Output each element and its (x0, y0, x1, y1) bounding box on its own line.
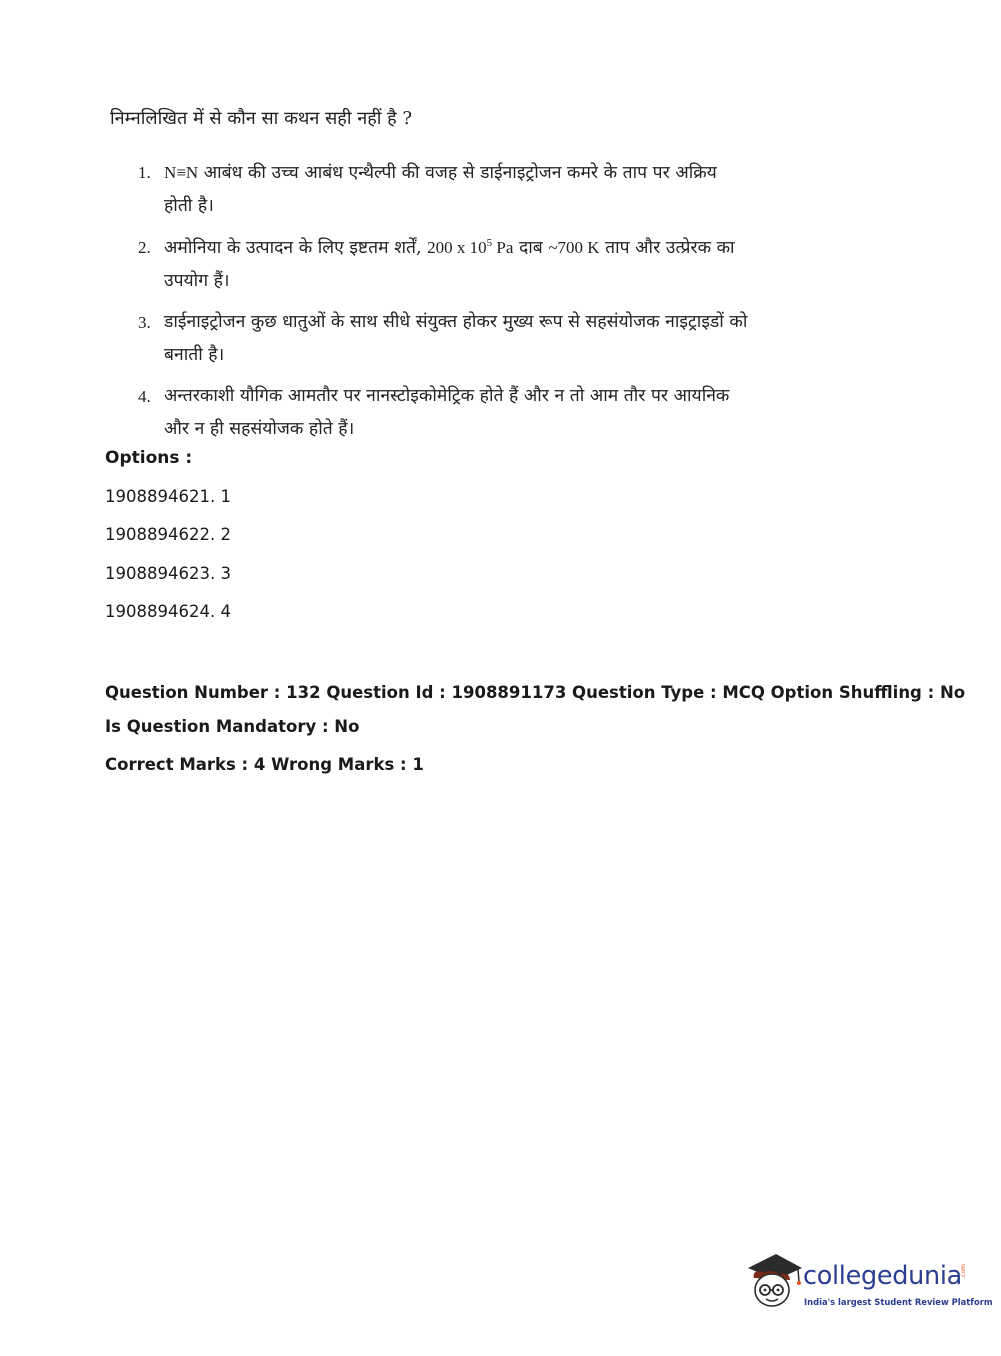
statement-number: 3. (138, 313, 151, 332)
question-stem: निम्नलिखित में से कौन सा कथन सही नहीं है ? (110, 108, 413, 129)
statement-item (110, 306, 750, 372)
mascot-icon (742, 1250, 804, 1312)
option-item: 1908894622. 2 (105, 525, 231, 545)
statement-item (110, 156, 750, 223)
statement-number: 2. (138, 238, 151, 257)
statement-item (110, 380, 750, 446)
statement-formula: N≡N (164, 163, 199, 182)
option-item: 1908894624. 4 (105, 601, 231, 621)
statement-number: 4. (138, 387, 151, 406)
question-block (110, 104, 750, 454)
statement-list (110, 156, 750, 446)
statement-text: ताप और उत्प्रेरक का उपयोग हैं। (164, 238, 735, 291)
question-mandatory-line: Is Question Mandatory : No (105, 717, 360, 736)
option-item: 1908894623. 3 (105, 563, 231, 583)
statement-formula: ~700 K (548, 238, 600, 257)
marks-line: Correct Marks : 4 Wrong Marks : 1 (105, 755, 424, 774)
statement-number: 1. (138, 163, 151, 182)
statement-item (110, 231, 750, 298)
statement-text: अन्तरकाशी यौगिक आमतौर पर नानस्टोइकोमेट्रिक होते हैं और न तो आम तौर पर आयनिक और न ही सहसंयोजक होते हैं। (164, 386, 730, 439)
option-item: 1908894621. 1 (105, 487, 231, 506)
logo-tagline: India's largest Student Review Platform (804, 1297, 993, 1307)
question-meta-line: Question Number : 132 Question Id : 1908891173 Question Type : MCQ Option Shuffling : No (105, 683, 966, 702)
logo-domain-suffix: .com (960, 1264, 967, 1279)
logo-wordmark: collegedunia (803, 1261, 962, 1291)
statement-text: दाब (513, 238, 549, 258)
statement-text: डाईनाइट्रोजन कुछ धातुओं के साथ सीधे संयुक्त होकर मुख्य रूप से सहसंयोजक नाइट्राइडों को बनाती है। (164, 312, 748, 365)
statement-text: आबंध की उच्च आबंध एन्थैल्पी की वजह से डाईनाइट्रोजन कमरे के ताप पर अक्रिय होती है। (164, 163, 717, 216)
statement-text: अमोनिया के उत्पादन के लिए इष्टतम शर्तें, (164, 238, 428, 258)
statement-formula: 200 x 10 (427, 238, 487, 257)
options-list (105, 485, 231, 638)
statement-unit: Pa (492, 238, 514, 257)
collegedunia-logo (742, 1250, 993, 1320)
statement-superscript: 5 (486, 237, 493, 250)
options-label: Options : (105, 448, 193, 468)
